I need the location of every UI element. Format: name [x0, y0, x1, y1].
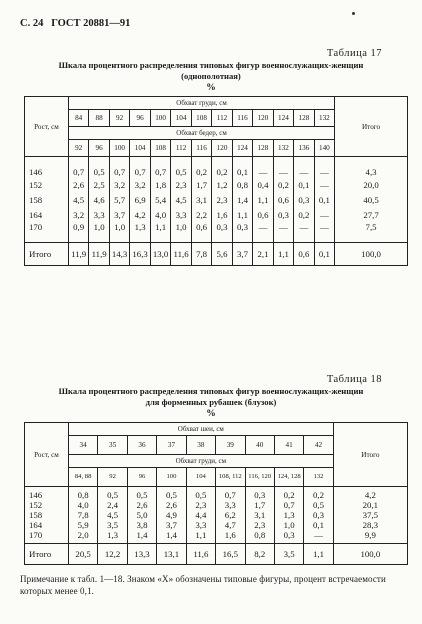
table17-total-cell: 11,9	[89, 243, 109, 266]
table18-totals-row	[25, 544, 408, 565]
table17-total-cell: 11,9	[68, 243, 88, 266]
table17-cell: 4,2	[130, 207, 150, 222]
table18-chest-size: 104	[186, 468, 215, 487]
table18-total-cell: 3,5	[274, 544, 303, 565]
table17-chest-size: 120	[253, 110, 273, 127]
table17-cell: 0,4	[253, 177, 273, 192]
table18-column-values: 0,5 2,3 4,4 3,3 1,1	[186, 487, 215, 544]
table17-row	[25, 157, 408, 178]
footnote: Примечание к табл. 1—18. Знаком «Х» обозначены типовые фигуры, процент встречаемости которых менее 0,1.	[20, 574, 386, 596]
table18-total-cell: 20,5	[68, 544, 97, 565]
table17-total-cell: 0,1	[314, 243, 334, 266]
table18-chest-size: 84, 88	[68, 468, 97, 487]
table17-chest-size: 116	[232, 110, 252, 127]
table17-hips-size: 128	[253, 140, 273, 157]
table18-column-values: 0,5 2,6 5,0 3,8 1,4	[127, 487, 156, 544]
table18-chest-size: 116, 120	[245, 468, 274, 487]
table18-column-values: 0,2 0,5 0,3 0,1 —	[304, 487, 333, 544]
table17-hips-size: 124	[232, 140, 252, 157]
table17-cell: —	[294, 157, 314, 178]
table18-chest-size: 132	[304, 468, 333, 487]
table17-height: 164	[25, 207, 69, 222]
table17-total-cell: 13,0	[150, 243, 170, 266]
table18-group-neck: Обхват шеи, см	[68, 423, 333, 436]
table17-chest-size: 92	[109, 110, 129, 127]
table18-total-cell: 16,5	[216, 544, 245, 565]
table17-chest-size: 112	[212, 110, 232, 127]
table17-height: 146	[25, 157, 69, 178]
table17-cell: 2,3	[212, 192, 232, 207]
table17-total-cell: 2,1	[253, 243, 273, 266]
table17-hips-size: 108	[150, 140, 170, 157]
table18-subcaption: для форменных рубашек (блузок)	[145, 397, 277, 407]
table18-chest-size: 124, 128	[274, 468, 303, 487]
table17-subcaption: (однополотная)	[181, 71, 241, 81]
table18-column-values: 0,8 4,0 7,8 5,9 2,0	[68, 487, 97, 544]
table17-group-chest: Обхват груди, см	[68, 97, 334, 110]
table17-cell: 3,7	[109, 207, 129, 222]
table18-neck-size: 37	[157, 436, 186, 455]
table17-cell: 3,3	[89, 207, 109, 222]
table17-total-cell: 1,1	[273, 243, 293, 266]
table17-cell: 0,3	[212, 222, 232, 243]
table17-cell: 4,5	[68, 192, 88, 207]
table18-column-values: 0,5 2,4 4,5 3,5 1,3	[98, 487, 127, 544]
table17-chest-size: 88	[89, 110, 109, 127]
table17-cell: 0,7	[150, 157, 170, 178]
table18-neck-size: 39	[216, 436, 245, 455]
table17-cell: 0,5	[89, 157, 109, 178]
table18-total-cell: 13,1	[157, 544, 186, 565]
table18-chest-size: 100	[157, 468, 186, 487]
page-header	[20, 18, 130, 29]
table17-hips-size: 132	[273, 140, 293, 157]
table17-cell: 1,1	[253, 192, 273, 207]
table18-unit: %	[206, 409, 216, 419]
table17-cell: 1,2	[212, 177, 232, 192]
table18-column-values: 0,3 1,7 3,1 2,3 0,8	[245, 487, 274, 544]
table17-chest-size: 108	[191, 110, 211, 127]
table18-stub-header: Рост, см	[25, 423, 69, 487]
table17-chest-size: 84	[68, 110, 88, 127]
table17-cell: 1,0	[171, 222, 191, 243]
table17-stub-header: Рост, см	[25, 97, 69, 157]
table17-cell: 2,3	[171, 177, 191, 192]
table17-totals-row	[25, 243, 408, 266]
table17-cell: —	[294, 222, 314, 243]
table17-cell: 0,9	[68, 222, 88, 243]
table17-row-total: 7,5	[335, 222, 408, 243]
table18-neck-size: 34	[68, 436, 97, 455]
table18-column-values: 0,5 2,6 4,9 3,7 1,4	[157, 487, 186, 544]
table17-total-header: Итого	[335, 97, 408, 157]
table17-cell: —	[314, 207, 334, 222]
table17-cell: 2,6	[68, 177, 88, 192]
table17-unit: %	[206, 83, 216, 93]
speck	[352, 12, 355, 15]
table17-row	[25, 177, 408, 192]
table17-cell: 1,7	[191, 177, 211, 192]
table17-row-total: 4,3	[335, 157, 408, 178]
table17-cell: 3,2	[109, 177, 129, 192]
table18	[24, 422, 408, 565]
table18-neck-size: 38	[186, 436, 215, 455]
table17-cell: 0,3	[232, 222, 252, 243]
table17-chest-size: 132	[314, 110, 334, 127]
table18-neck-size: 35	[98, 436, 127, 455]
table17-chest-size: 104	[171, 110, 191, 127]
table17-cell: 4,5	[171, 192, 191, 207]
table17-cell: 1,0	[89, 222, 109, 243]
table17-cell: 3,1	[191, 192, 211, 207]
table17-row-total: 40,5	[335, 192, 408, 207]
table17-caption: Шкала процентного распределения типовых фигур военнослужащих-женщин	[58, 60, 364, 70]
table17-total-cell: 14,3	[109, 243, 129, 266]
table17-chest-size: 128	[294, 110, 314, 127]
table17-cell: 0,7	[109, 157, 129, 178]
table17-row-total: 27,7	[335, 207, 408, 222]
table17-row-total: 20,0	[335, 177, 408, 192]
table17-row	[25, 222, 408, 243]
table17-cell: 0,1	[314, 192, 334, 207]
table17-total-cell: 16,3	[130, 243, 150, 266]
table18-total-cell: 13,3	[127, 544, 156, 565]
table17-hips-size: 120	[212, 140, 232, 157]
table17-hips-size: 140	[314, 140, 334, 157]
table17-cell: —	[253, 157, 273, 178]
table17-cell: 0,5	[171, 157, 191, 178]
table18-totals-label: Итого	[25, 544, 69, 565]
table17-cell: 1,4	[232, 192, 252, 207]
table17-cell: 6,9	[130, 192, 150, 207]
table17-total-cell: 0,6	[294, 243, 314, 266]
table17-cell: 0,7	[68, 157, 88, 178]
table18-label: Таблица 18	[326, 374, 382, 385]
table18-total-header: Итого	[333, 423, 407, 487]
table17-total-cell: 3,7	[232, 243, 252, 266]
table18-total-cell: 1,1	[304, 544, 333, 565]
page-number: С. 24	[20, 18, 44, 29]
table17-cell: 2,5	[89, 177, 109, 192]
table17-hips-size: 96	[89, 140, 109, 157]
table17-cell: 3,2	[68, 207, 88, 222]
table17-cell: 0,7	[130, 157, 150, 178]
table17-cell: 0,2	[191, 157, 211, 178]
table17-cell: —	[314, 222, 334, 243]
table17-cell: 0,3	[294, 192, 314, 207]
table17-cell: —	[253, 222, 273, 243]
table17-hips-size: 104	[130, 140, 150, 157]
table18-group-chest: Обхват груди, см	[68, 455, 333, 468]
table17-height: 170	[25, 222, 69, 243]
table17-cell: —	[273, 157, 293, 178]
table18-column-values: 0,7 3,3 6,2 4,7 1,6	[216, 487, 245, 544]
table17-label: Таблица 17	[326, 48, 382, 59]
table17-chest-size: 124	[273, 110, 293, 127]
table17-cell: 2,2	[191, 207, 211, 222]
table18-total-cell: 12,2	[98, 544, 127, 565]
table17-cell: 0,6	[273, 192, 293, 207]
table17-hips-size: 136	[294, 140, 314, 157]
table17-hips-size: 100	[109, 140, 129, 157]
table18-neck-size: 40	[245, 436, 274, 455]
standard-code: ГОСТ 20881—91	[51, 18, 131, 29]
table18-header-row	[25, 423, 408, 436]
table17-cell: 0,6	[191, 222, 211, 243]
table17-cell: 1,6	[212, 207, 232, 222]
table18-caption: Шкала процентного распределения типовых фигур военнослужащих-женщин	[58, 386, 364, 396]
table17-cell: 0,1	[294, 177, 314, 192]
table18-chest-size: 96	[127, 468, 156, 487]
table17-chest-size: 96	[130, 110, 150, 127]
table17-cell: 0,2	[294, 207, 314, 222]
table17-cell: 1,8	[150, 177, 170, 192]
table17-totals-label: Итого	[25, 243, 69, 266]
table17-cell: 0,6	[253, 207, 273, 222]
table17-cell: 0,2	[273, 177, 293, 192]
table17-cell: 0,1	[232, 157, 252, 178]
table17-cell: 0,2	[212, 157, 232, 178]
table17-cell: 1,3	[130, 222, 150, 243]
table17-cell: —	[314, 157, 334, 178]
table17-header-row	[25, 97, 408, 110]
table17-hips-size: 92	[68, 140, 88, 157]
table17-total-cell: 5,6	[212, 243, 232, 266]
table17-cell: 0,3	[273, 207, 293, 222]
table18-chest-size: 108, 112	[216, 468, 245, 487]
table18-row-totals: 4,2 20,1 37,5 28,3 9,9	[333, 487, 407, 544]
table18-heights: 146 152 158 164 170	[25, 487, 69, 544]
table18-data-row	[25, 487, 408, 544]
table17-cell: 5,4	[150, 192, 170, 207]
table17	[24, 96, 408, 266]
table17-cell: 0,8	[232, 177, 252, 192]
table18-grand-total: 100,0	[333, 544, 407, 565]
table17-group-hips: Обхват бедер, см	[68, 127, 334, 140]
table17-cell: 1,1	[232, 207, 252, 222]
table17-hips-size: 116	[191, 140, 211, 157]
table17-row	[25, 207, 408, 222]
table17-grand-total: 100,0	[335, 243, 408, 266]
table18-neck-size: 42	[304, 436, 333, 455]
table17-cell: 4,0	[150, 207, 170, 222]
table17-height: 152	[25, 177, 69, 192]
table17-cell: 3,2	[130, 177, 150, 192]
table17-cell: —	[273, 222, 293, 243]
table17-cell: 4,6	[89, 192, 109, 207]
table17-height: 158	[25, 192, 69, 207]
table17-total-cell: 7,8	[191, 243, 211, 266]
table18-neck-size: 36	[127, 436, 156, 455]
table17-total-cell: 11,6	[171, 243, 191, 266]
table17-cell: 5,7	[109, 192, 129, 207]
table18-total-cell: 11,6	[186, 544, 215, 565]
table17-cell: 1,1	[150, 222, 170, 243]
table17-row	[25, 192, 408, 207]
table18-column-values: 0,2 0,7 1,3 1,0 0,3	[274, 487, 303, 544]
table18-neck-size: 41	[274, 436, 303, 455]
table18-chest-size: 92	[98, 468, 127, 487]
table17-hips-size: 112	[171, 140, 191, 157]
table17-cell: —	[314, 177, 334, 192]
table18-total-cell: 8,2	[245, 544, 274, 565]
table17-cell: 1,0	[109, 222, 129, 243]
table17-chest-size: 100	[150, 110, 170, 127]
table17-cell: 3,3	[171, 207, 191, 222]
